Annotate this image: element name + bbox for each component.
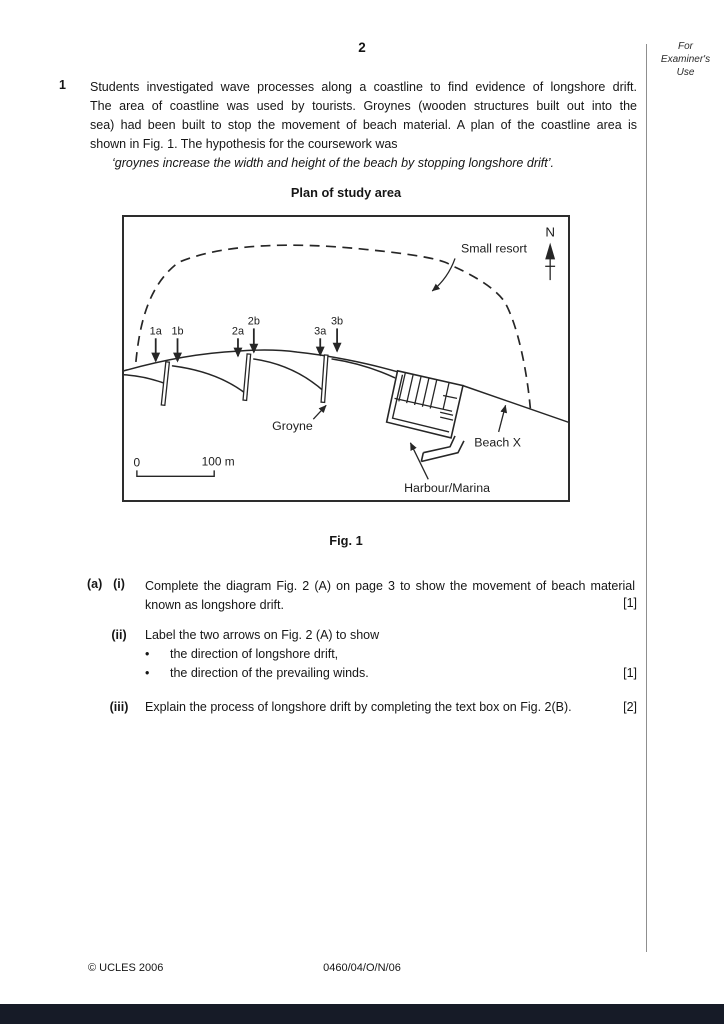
question-number: 1 — [59, 78, 66, 92]
point-label-3a: 3a — [314, 325, 327, 338]
point-label-1b: 1b — [171, 325, 184, 338]
intro-line: sea) had been built to stop the movement of beach material. A plan of the coastline area is — [90, 118, 637, 132]
part-ii-label: (ii) — [111, 628, 127, 642]
point-label-2a: 2a — [231, 325, 245, 338]
bullet-icon: • — [145, 647, 150, 661]
page-number: 2 — [358, 40, 366, 55]
hypothesis-text: ‘groynes increase the width and height of the beach by stopping longshore drift’. — [112, 156, 554, 170]
question-intro — [90, 78, 637, 154]
harbour-marina-structure — [387, 371, 464, 462]
part-i-text — [145, 577, 635, 615]
paper-reference: 0460/04/O/N/06 — [323, 962, 401, 974]
examiner-line-1: For — [678, 41, 693, 52]
part-ii-text: Label the two arrows on Fig. 2 (A) to show — [145, 628, 380, 642]
groyne-1 — [161, 362, 169, 406]
figure-title: Plan of study area — [290, 185, 402, 200]
part-ii-bullet-2 — [145, 666, 369, 680]
part-i-label: (i) — [113, 577, 125, 591]
groyne-callout-label: Groyne — [272, 419, 313, 433]
intro-line: Students investigated wave processes along a coastline to find evidence of longshore drift. — [90, 80, 637, 94]
intro-line: shown in Fig. 1. The hypothesis for the coursework was — [90, 137, 398, 151]
part-i-marks: [1] — [623, 596, 637, 610]
beach-x-label: Beach X — [474, 435, 522, 450]
part-ii-bullet-1-text: the direction of longshore drift, — [170, 647, 339, 661]
copyright-text: © UCLES 2006 — [88, 962, 164, 974]
coastline-beach-x — [463, 386, 568, 422]
scan-edge-bar — [0, 1004, 724, 1024]
beach-x-arrow — [499, 405, 506, 432]
part-ii-bullet-2-text: the direction of the prevailing winds. — [170, 666, 369, 680]
part-ii-bullet-1 — [145, 647, 338, 661]
point-label-2b: 2b — [247, 315, 260, 328]
harbour-marina-label: Harbour/Marina — [404, 481, 491, 496]
small-resort-arrow — [432, 258, 455, 291]
figure-caption: Fig. 1 — [329, 533, 363, 548]
examiner-column-rule — [646, 44, 647, 952]
groyne-3 — [321, 355, 328, 402]
north-label: N — [545, 224, 555, 240]
north-arrow-icon — [545, 243, 555, 260]
part-i-line: known as longshore drift. — [145, 598, 284, 612]
scale-distance-label: 100 m — [201, 454, 235, 469]
part-ii-marks: [1] — [623, 666, 637, 680]
part-i-line: Complete the diagram Fig. 2 (A) on page 3 to show the movement of beach material — [145, 579, 635, 593]
groyne-2 — [243, 354, 251, 400]
beach-curve — [124, 375, 166, 384]
beach-curve — [173, 366, 247, 395]
examiner-line-3: Use — [676, 67, 695, 78]
point-label-3b: 3b — [331, 315, 344, 328]
beach-curve — [254, 359, 324, 392]
scale-bar — [137, 470, 214, 476]
figure-box — [122, 215, 570, 502]
examiner-use-label — [647, 40, 724, 79]
intro-line: The area of coastline was used by tourists. Groynes (wooden structures built out into the — [90, 99, 637, 113]
bullet-icon: • — [145, 666, 150, 680]
part-a-label: (a) — [87, 577, 103, 591]
part-iii-text: Explain the process of longshore drift by completing the text box on Fig. 2(B). — [145, 700, 572, 714]
small-resort-label: Small resort — [460, 241, 527, 256]
point-label-1a: 1a — [149, 325, 162, 338]
study-area-diagram — [124, 217, 568, 500]
scale-zero-label: 0 — [133, 455, 141, 470]
part-iii-marks: [2] — [623, 700, 637, 714]
examiner-line-2: Examiner's — [660, 54, 711, 65]
part-iii-label: (iii) — [109, 700, 129, 714]
groyne-callout-arrow — [313, 405, 326, 419]
